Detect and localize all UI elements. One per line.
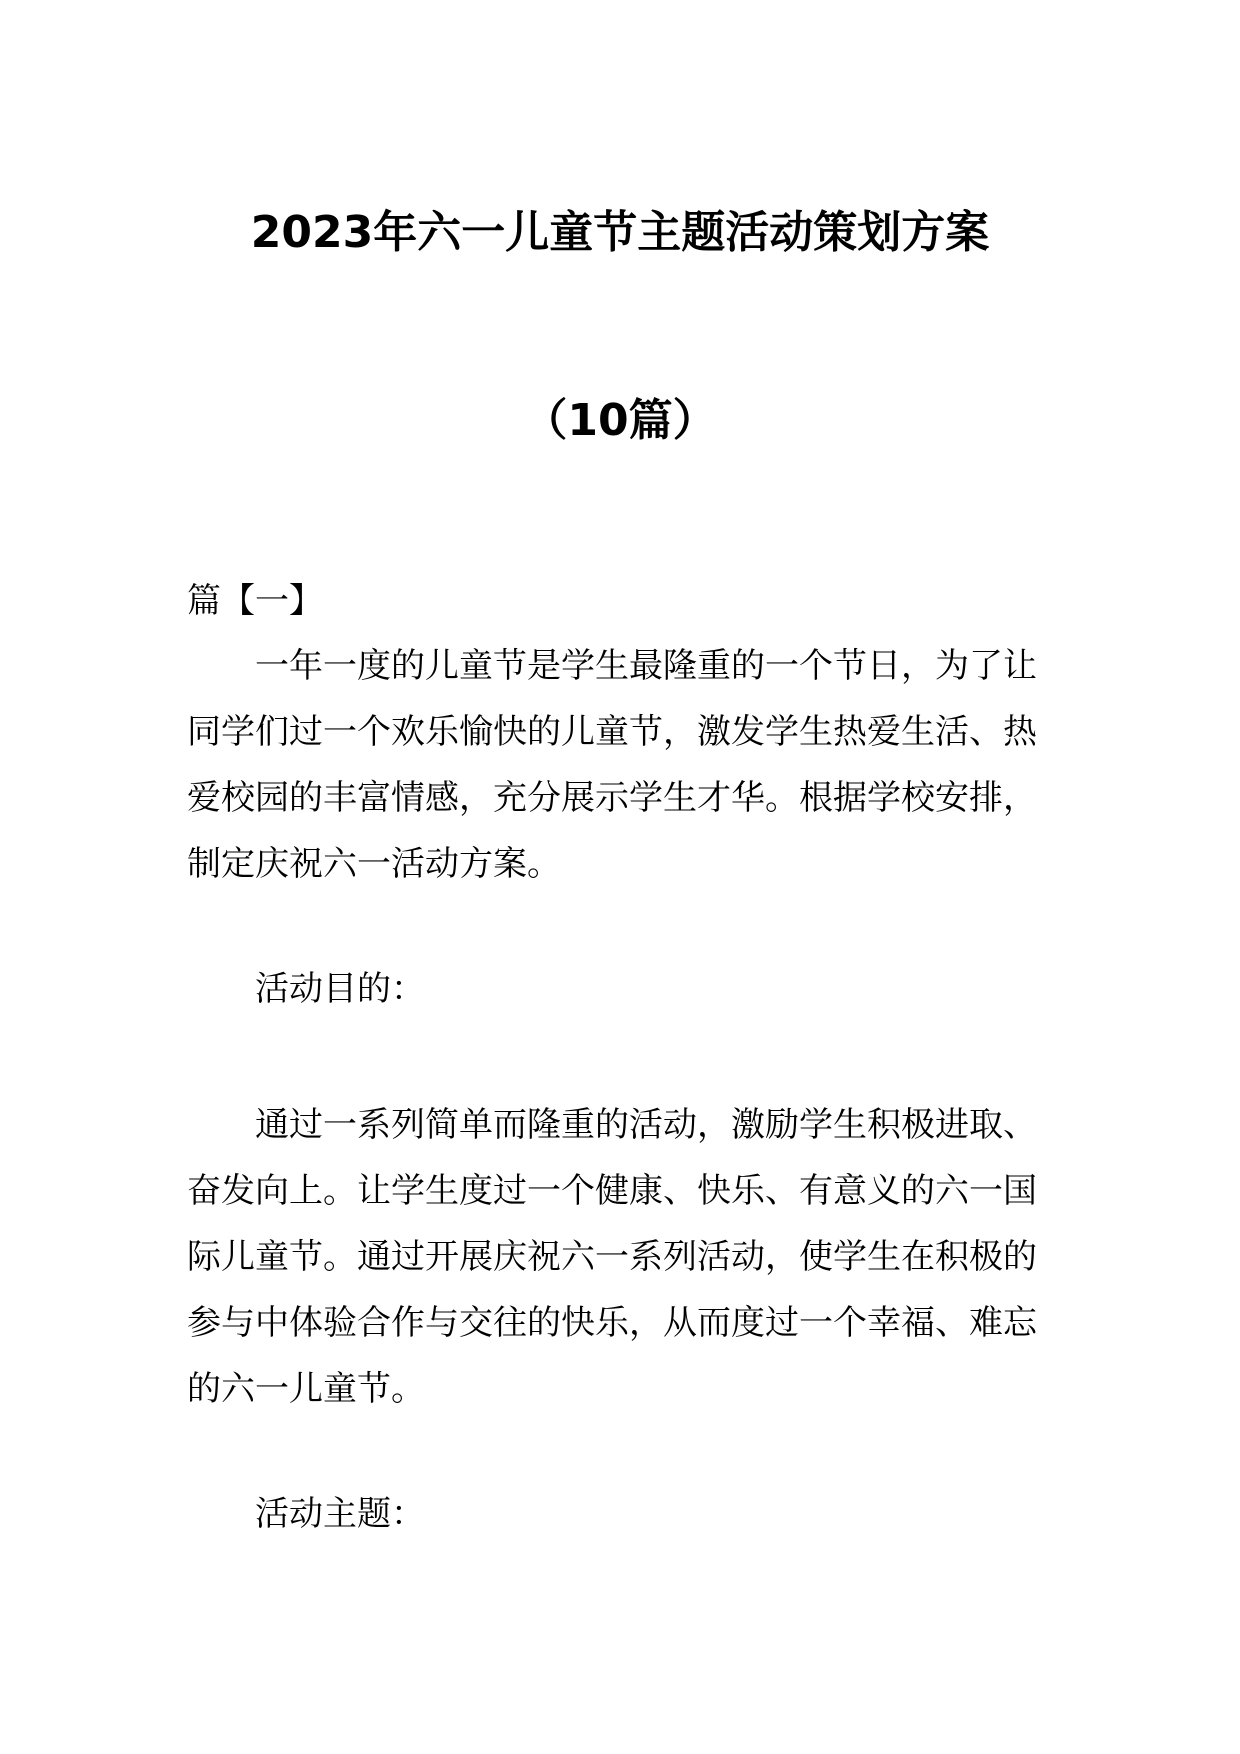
- purpose-heading: 活动目的：: [255, 969, 425, 1009]
- purpose-paragraph: 通过一系列简单而隆重的活动，激励学生积极进取、奋发向上。让学生度过一个健康、快乐、有意义的六一国际儿童节。通过开展庆祝六一系列活动，使学生在积极的参与中体验合作与交往的快乐，从而度过一个幸福、难忘的六一儿童节。: [187, 1105, 1037, 1409]
- section-label: 篇【一】: [187, 581, 323, 621]
- intro-paragraph: 一年一度的儿童节是学生最隆重的一个节日，为了让同学们过一个欢乐愉快的儿童节，激发学生热爱生活、热爱校园的丰富情感，充分展示学生才华。根据学校安排，制定庆祝六一活动方案。: [187, 646, 1037, 884]
- document-title: 2023年六一儿童节主题活动策划方案: [250, 207, 990, 258]
- document-subtitle: （10篇）: [523, 395, 717, 446]
- theme-heading: 活动主题：: [255, 1494, 425, 1534]
